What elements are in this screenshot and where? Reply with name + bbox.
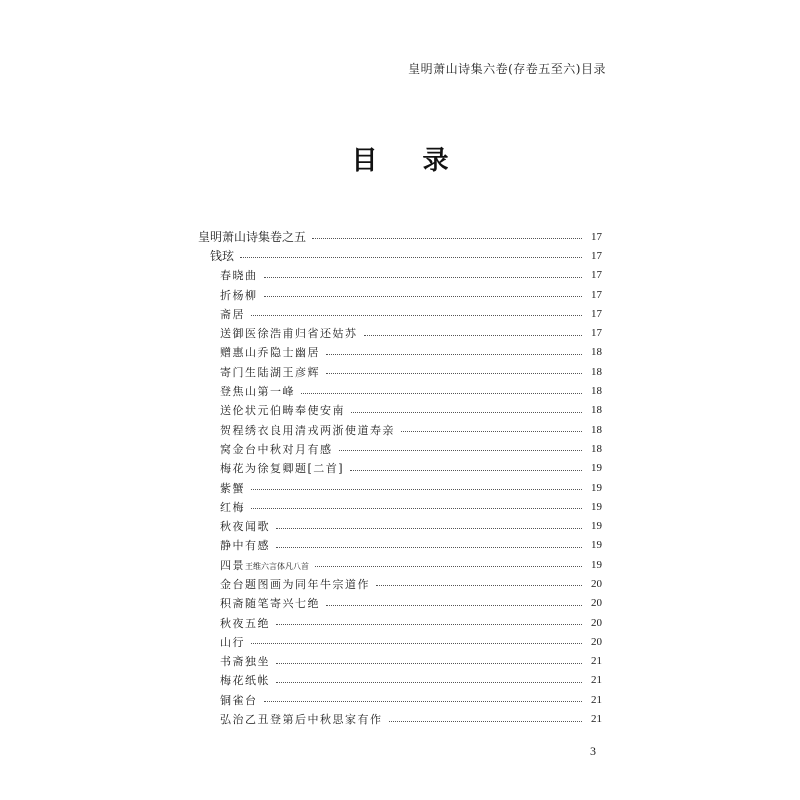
toc-entry-label: 山行 <box>220 635 245 649</box>
toc-entry[interactable] <box>198 516 602 535</box>
toc-entry-page: 21 <box>591 713 602 726</box>
toc-entry-page: 19 <box>591 500 602 513</box>
toc-entry-page: 21 <box>591 674 602 687</box>
toc-entry[interactable] <box>198 613 602 632</box>
toc-entry-title <box>198 595 326 611</box>
dot-leader <box>264 701 583 702</box>
dot-leader <box>251 489 582 490</box>
toc-entry-title <box>198 325 364 341</box>
toc-entry-label: 梅花纸帐 <box>220 674 270 688</box>
toc-entry-label: 寄门生陆湖王彦辉 <box>220 365 320 379</box>
toc-entry[interactable] <box>198 555 602 574</box>
toc-entry-label: 秋夜五绝 <box>220 616 270 630</box>
toc-entry-page: 21 <box>591 655 602 668</box>
toc-entry-label: 梅花为徐复卿题[二首] <box>220 462 345 476</box>
dot-leader <box>276 528 582 529</box>
dot-leader <box>276 624 582 625</box>
toc-entry-page: 18 <box>591 365 602 378</box>
toc-entry-page: 20 <box>591 577 602 590</box>
toc-entry-label: 静中有感 <box>220 539 270 553</box>
dot-leader <box>276 547 582 548</box>
toc-entry[interactable] <box>198 381 602 400</box>
toc-entry-title <box>198 537 276 553</box>
toc-entry-page: 18 <box>591 404 602 417</box>
dot-leader <box>276 663 582 664</box>
dot-leader <box>315 566 582 567</box>
toc-entry-page: 20 <box>591 597 602 610</box>
dot-leader <box>264 277 583 278</box>
dot-leader <box>251 315 582 316</box>
toc-entry-title <box>198 247 240 264</box>
dot-leader <box>326 354 582 355</box>
toc-entry[interactable] <box>198 632 602 651</box>
dot-leader <box>326 373 582 374</box>
toc-entry-label: 紫蟹 <box>220 481 245 495</box>
toc-entry-page: 18 <box>591 442 602 455</box>
toc-entry-title <box>198 480 251 496</box>
toc-entry[interactable] <box>198 246 602 265</box>
toc-entry-label: 积斋随笔寄兴七绝 <box>220 597 320 611</box>
toc-entry[interactable] <box>198 478 602 497</box>
toc-entry-page: 19 <box>591 462 602 475</box>
toc-entry-page: 17 <box>591 249 602 262</box>
toc-entry[interactable] <box>198 401 602 420</box>
toc-entry-page: 20 <box>591 635 602 648</box>
dot-leader <box>401 431 582 432</box>
toc-entry[interactable] <box>198 497 602 516</box>
dot-leader <box>389 721 583 722</box>
toc-entry[interactable] <box>198 420 602 439</box>
toc-entry-page: 21 <box>591 693 602 706</box>
dot-leader <box>276 682 582 683</box>
toc-entry[interactable] <box>198 652 602 671</box>
toc-entry[interactable] <box>198 362 602 381</box>
toc-entry-title <box>198 692 264 708</box>
toc-entry-label: 皇明萧山诗集卷之五 <box>198 230 307 245</box>
dot-leader <box>240 257 582 258</box>
dot-leader <box>301 393 582 394</box>
toc-entry-label: 书斋独坐 <box>220 655 270 669</box>
toc-entry-label: 弘治乙丑登第后中秋思家有作 <box>220 713 383 727</box>
toc-entry-page: 18 <box>591 346 602 359</box>
dot-leader <box>326 605 582 606</box>
toc-entry-label: 窝金台中秋对月有感 <box>220 442 333 456</box>
toc-entry-title <box>198 576 376 592</box>
toc-entry-title <box>198 383 301 399</box>
toc-entry[interactable] <box>198 574 602 593</box>
toc-entry-title <box>198 518 276 534</box>
toc-entry-label: 春晓曲 <box>220 269 258 283</box>
toc-entry-label: 赠惠山乔隐士幽居 <box>220 346 320 360</box>
running-head: 皇明萧山诗集六卷(存卷五至六)目录 <box>408 62 606 76</box>
toc-entry-page: 19 <box>591 520 602 533</box>
toc-entry-title <box>198 711 389 727</box>
toc-entry-title <box>198 653 276 669</box>
toc-entry-title <box>198 499 251 515</box>
toc-entry-label: 斋居 <box>220 307 245 321</box>
dot-leader <box>312 238 582 239</box>
toc-entry-title <box>198 287 264 303</box>
toc-entry-label: 贺程绣衣良用清戎两浙使道寿亲 <box>220 423 395 437</box>
dot-leader <box>351 412 582 413</box>
toc-entry-title <box>198 306 251 322</box>
toc-entry-title <box>198 344 326 360</box>
toc-entry-page: 17 <box>591 269 602 282</box>
toc-entry-label: 四景 <box>220 558 245 572</box>
toc-entry-note: 王维六言体凡八首 <box>245 561 309 571</box>
dot-leader <box>350 470 582 471</box>
toc-entry[interactable] <box>198 671 602 690</box>
toc-entry-label: 送伦状元伯畴奉使安南 <box>220 404 345 418</box>
table-of-contents <box>198 227 602 729</box>
toc-entry[interactable] <box>198 304 602 323</box>
dot-leader <box>376 585 582 586</box>
toc-entry-page: 18 <box>591 385 602 398</box>
toc-entry-page: 19 <box>591 539 602 552</box>
toc-entry-label: 秋夜闻歌 <box>220 520 270 534</box>
toc-entry-title <box>198 422 401 438</box>
toc-entry[interactable] <box>198 343 602 362</box>
dot-leader <box>251 643 582 644</box>
toc-entry-title <box>198 460 350 476</box>
toc-entry-title <box>198 634 251 650</box>
dot-leader <box>364 335 583 336</box>
toc-entry-title <box>198 615 276 631</box>
toc-entry-title <box>198 441 339 457</box>
toc-entry-page: 17 <box>591 288 602 301</box>
toc-entry-page: 19 <box>591 481 602 494</box>
toc-entry-label: 金台题图画为同年牛宗道作 <box>220 577 370 591</box>
toc-entry[interactable] <box>198 439 602 458</box>
toc-entry-title <box>198 267 264 283</box>
toc-entry[interactable] <box>198 459 602 478</box>
toc-entry-label: 登焦山第一峰 <box>220 385 295 399</box>
toc-entry[interactable] <box>198 266 602 285</box>
toc-entry[interactable] <box>198 709 602 728</box>
toc-entry-page: 20 <box>591 616 602 629</box>
dot-leader <box>339 450 583 451</box>
toc-entry-label: 铜雀台 <box>220 693 258 707</box>
toc-entry[interactable] <box>198 323 602 342</box>
toc-entry-page: 17 <box>591 230 602 243</box>
toc-entry-page: 18 <box>591 423 602 436</box>
toc-entry[interactable] <box>198 536 602 555</box>
toc-entry-title <box>198 364 326 380</box>
toc-entry-label: 送御医徐浩甫归省还姑苏 <box>220 327 358 341</box>
toc-entry-label: 折杨柳 <box>220 288 258 302</box>
toc-entry[interactable] <box>198 227 602 246</box>
dot-leader <box>264 296 583 297</box>
toc-entry[interactable] <box>198 690 602 709</box>
toc-entry-label: 红梅 <box>220 500 245 514</box>
toc-entry-title <box>198 672 276 688</box>
page-number: 3 <box>590 744 596 758</box>
toc-entry-page: 19 <box>591 558 602 571</box>
page-title: 目 录 <box>351 146 467 176</box>
toc-entry-label: 钱玹 <box>210 249 235 264</box>
toc-entry-page: 17 <box>591 307 602 320</box>
toc-entry-page: 17 <box>591 327 602 340</box>
toc-entry[interactable] <box>198 285 602 304</box>
toc-entry-title <box>198 557 315 573</box>
dot-leader <box>251 508 582 509</box>
toc-entry-title <box>198 402 351 418</box>
toc-entry[interactable] <box>198 594 602 613</box>
toc-entry-title <box>198 228 312 245</box>
